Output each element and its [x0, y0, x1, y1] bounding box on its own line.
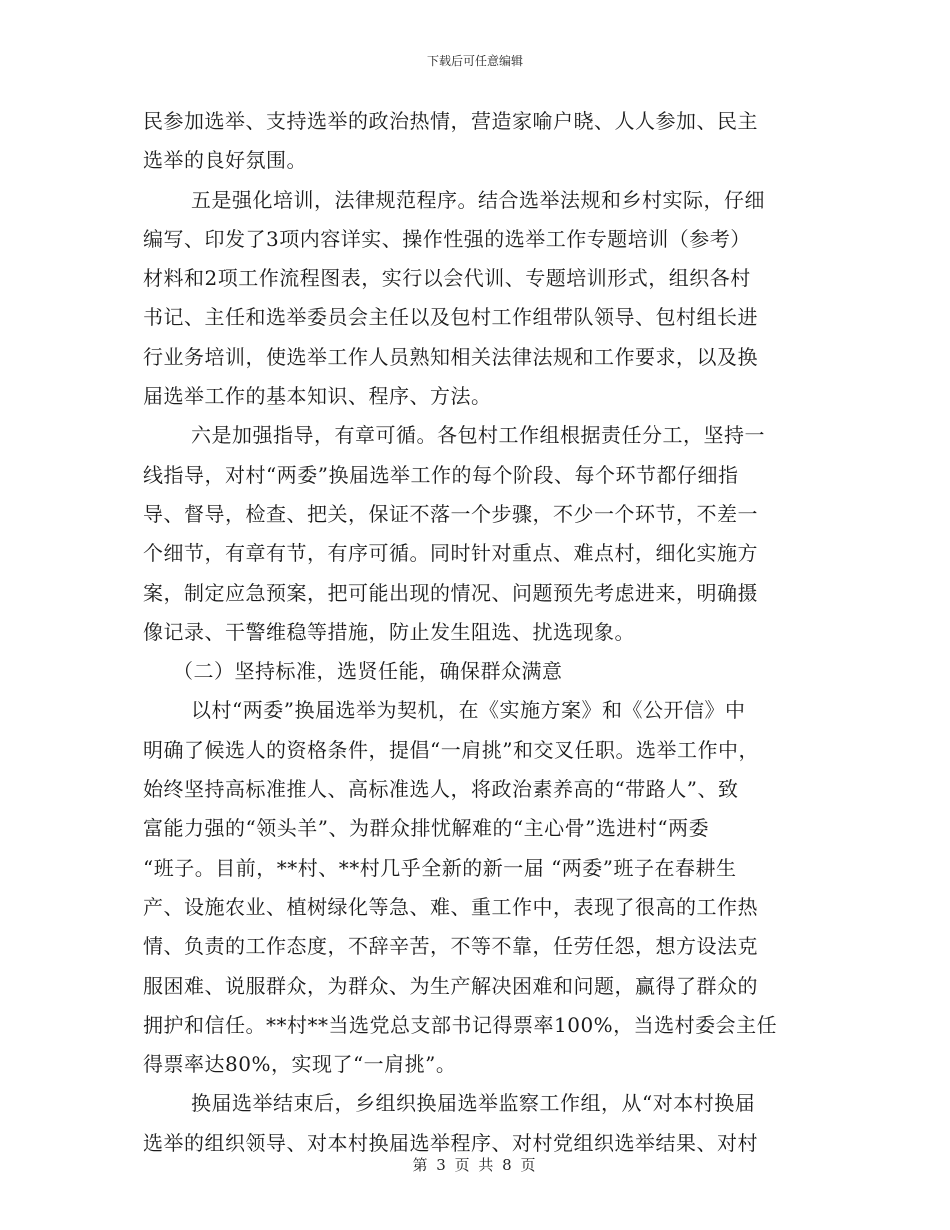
text-line: 五是强化培训，法律规范程序。结合选举法规和乡村实际，仔细 [191, 187, 765, 212]
text-line: 个细节，有章有节，有序可循。同时针对重点、难点村，细化实施方 [143, 541, 758, 566]
text-line: 案，制定应急预案，把可能出现的情况、问题预先考虑进来，明确摄 [143, 580, 758, 605]
text-line: 像记录、干警维稳等措施，防止发生阻选、扰选现象。 [143, 619, 635, 644]
text-line: 得票率达80%，实现了“一肩挑”。 [143, 1052, 457, 1077]
page-number-footer: 第 3 页 共 8 页 [412, 1156, 538, 1174]
text-line: 服困难、说服群众，为群众、为生产解决困难和问题，赢得了群众的 [143, 973, 758, 998]
text-line: 拥护和信任。**村**当选党总支部书记得票率100%，当选村委会主任 [143, 1012, 778, 1037]
text-line: 产、设施农业、植树绿化等急、难、重工作中，表现了很高的工作热 [143, 894, 758, 919]
text-line: 选举的组织领导、对本村换届选举程序、对村党组织选举结果、对村 [143, 1130, 758, 1155]
text-line: 书记、主任和选举委员会主任以及包村工作组带队领导、包村组长进 [143, 305, 758, 330]
text-line: 情、负责的工作态度，不辞辛苦，不等不靠，任劳任怨，想方设法克 [143, 934, 758, 959]
text-line: 届选举工作的基本知识、程序、方法。 [143, 384, 492, 409]
document-body [143, 102, 803, 1163]
text-line: 导、督导，检查、把关，保证不落一个步骤，不少一个环节，不差一 [143, 501, 758, 526]
text-line: 线指导，对村“两委”换届选举工作的每个阶段、每个环节都仔细指 [143, 462, 739, 487]
text-line: 富能力强的“领头羊”、为群众排忧解难的“主心骨”选进村“两委 [143, 816, 710, 841]
page-header: 下载后可任意编辑 [426, 54, 523, 68]
text-line: 明确了候选人的资格条件，提倡“一肩挑”和交叉任职。选举工作中， [143, 737, 759, 762]
text-line: 六是加强指导，有章可循。各包村工作组根据责任分工，坚持一 [191, 423, 765, 448]
text-line: 行业务培训，使选举工作人员熟知相关法律法规和工作要求，以及换 [143, 344, 758, 369]
text-line: 民参加选举、支持选举的政治热情，营造家喻户晓、人人参加、民主 [143, 109, 758, 133]
text-line: 编写、印发了3项内容详实、操作性强的选举工作专题培训（参考） [143, 226, 751, 251]
text-line: 材料和2项工作流程图表，实行以会代训、专题培训形式，组织各村 [143, 266, 751, 291]
text-line: “班子。目前，**村、**村几乎全新的新一届 “两委”班子在春耕生 [143, 855, 737, 880]
text-line: 换届选举结束后，乡组织换届选举监察工作组，从“对本村换届 [191, 1091, 756, 1116]
text-line: 以村“两委”换届选举为契机，在《实施方案》和《公开信》中 [191, 698, 746, 723]
section-heading: （二）坚持标准，选贤任能，确保群众满意 [173, 659, 563, 684]
text-line: 选举的良好氛围。 [143, 148, 307, 173]
text-line: 始终坚持高标准推人、高标准选人，将政治素养高的“带路人”、致 [143, 777, 739, 802]
